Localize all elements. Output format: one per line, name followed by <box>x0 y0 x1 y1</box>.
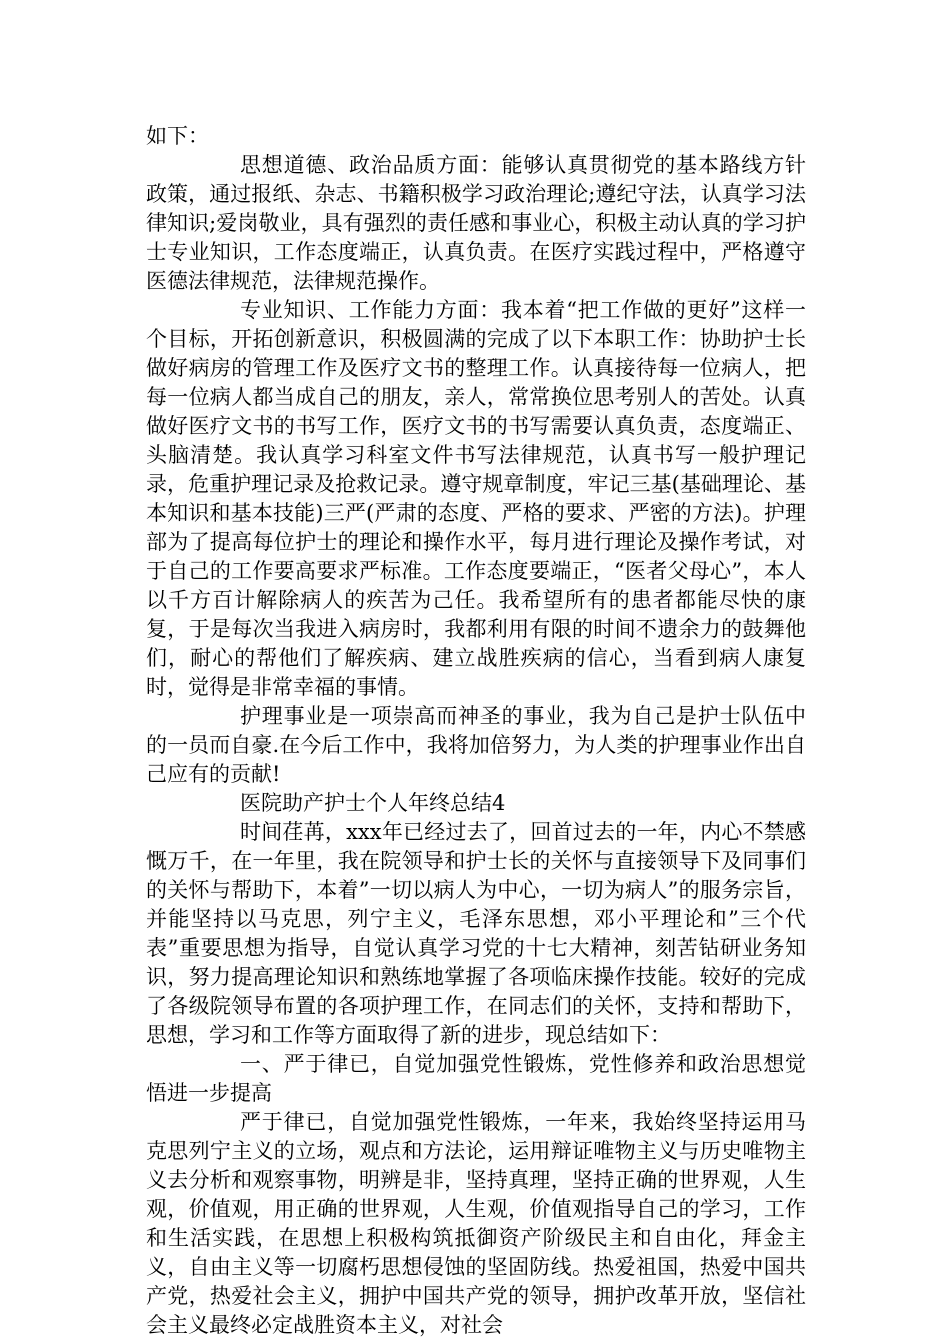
paragraph-intro-tail: 如下： <box>146 124 209 148</box>
paragraph-ideology: 思想道德、政治品质方面：能够认真贯彻党的基本路线方针政策，通过报纸、杂志、书籍积极学习政治理论;遵纪守法，认真学习法律知识;爱岗敬业，具有强烈的责任感和事业心，积极主动认真的学习护士专业知识，工作态度端正，认真负责。在医疗实践过程中，严格遵守医德法律规范，法律规范操作。 <box>146 153 806 293</box>
paragraph-professional: 专业知识、工作能力方面：我本着“把工作做的更好”这样一个目标，开拓创新意识，积极圆满的完成了以下本职工作：协助护士长做好病房的管理工作及医疗文书的整理工作。认真接待每一位病人，把每一位病人都当成自己的朋友，亲人，常常换位思考别人的苦处。认真做好医疗文书的书写工作，医疗文书的书写需要认真负责，态度端正、头脑清楚。我认真学习科室文件书写法律规范，认真书写一般护理记录，危重护理记录及抢救记录。遵守规章制度，牢记三基(基础理论、基本知识和基本技能)三严(严肃的态度、严格的要求、严密的方法)。护理部为了提高每位护士的理论和操作水平，每月进行理论及操作考试，对于自己的工作要高要求严标准。工作态度要端正，“医者父母心”，本人以千方百计解除病人的疾苦为己任。我希望所有的患者都能尽快的康复，于是每次当我进入病房时，我都利用有限的时间不遗余力的鼓舞他们，耐心的帮他们了解疾病、建立战胜疾病的信心，当看到病人康复时，觉得是非常幸福的事情。 <box>146 298 806 699</box>
section-heading: 一、严于律已，自觉加强党性锻炼，党性修养和政治思想觉悟进一步提高 <box>146 1052 806 1105</box>
paragraph-career: 护理事业是一项崇高而神圣的事业，我为自己是护士队伍中的一员而自豪.在今后工作中，我将加倍努力，为人类的护理事业作出自己应有的贡献! <box>146 704 806 786</box>
paragraph-summary-intro: 时间荏苒，xxx年已经过去了，回首过去的一年，内心不禁感慨万千，在一年里，我在院领导和护士长的关怀与直接领导下及同事们的关怀与帮助下，本着”一切以病人为中心，一切为病人”的服务宗旨，并能坚持以马克思，列宁主义，毛泽东思想，邓小平理论和”三个代表”重要思想为指导，自觉认真学习党的十七大精神，刻苦钻研业务知识，努力提高理论知识和熟练地掌握了各项临床操作技能。较好的完成了各级院领导布置的各项护理工作，在同志们的关怀，支持和帮助下，思想，学习和工作等方面取得了新的进步，现总结如下： <box>146 820 806 1047</box>
section-title: 医院助产护士个人年终总结4 <box>240 791 506 815</box>
paragraph-section-body: 严于律已，自觉加强党性锻炼，一年来，我始终坚持运用马克思列宁主义的立场，观点和方法论，运用辩证唯物主义与历史唯物主义去分析和观察事物，明辨是非，坚持真理，坚持正确的世界观，人生观，价值观，用正确的世界观，人生观，价值观指导自己的学习，工作和生活实践，在思想上积极构筑抵御资产阶级民主和自由化，拜金主义，自由主义等一切腐朽思想侵蚀的坚固防线。热爱祖国，热爱中国共产党，热爱社会主义，拥护中国共产党的领导，拥护改革开放，坚信社会主义最终必定战胜资本主义，对社会 <box>146 1110 806 1337</box>
document-body <box>146 122 806 1340</box>
